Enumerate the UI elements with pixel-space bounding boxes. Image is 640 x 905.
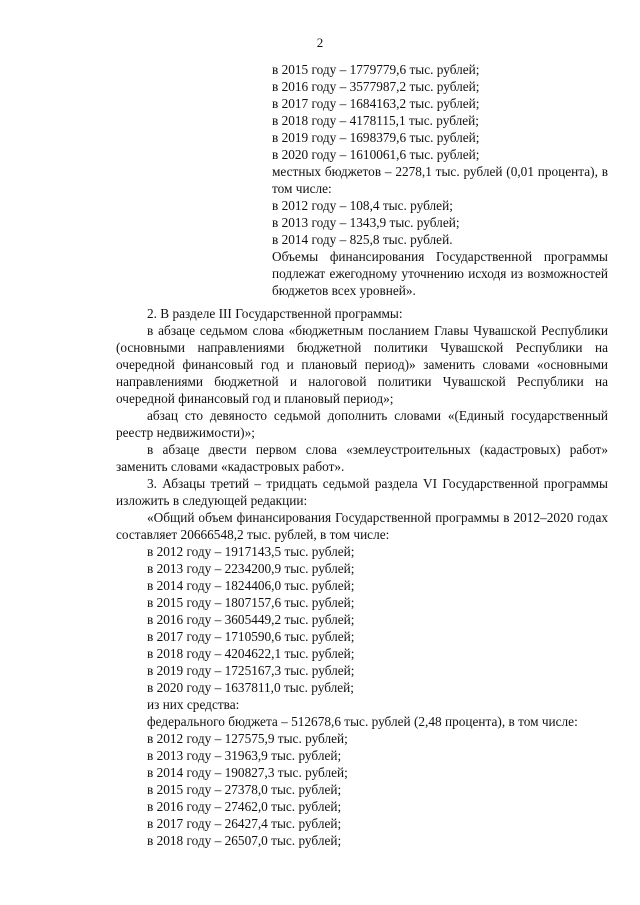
federal-year-line: в 2014 году – 190827,3 тыс. рублей;: [147, 765, 348, 780]
of-them-line: из них средства:: [147, 697, 240, 712]
federal-year-line: в 2012 году – 127575,9 тыс. рублей;: [147, 731, 348, 746]
federal-year-line: в 2015 году – 27378,0 тыс. рублей;: [147, 782, 342, 797]
year-line: в 2014 году – 1824406,0 тыс. рублей;: [147, 578, 355, 593]
year-line: в 2020 году – 1610061,6 тыс. рублей;: [272, 147, 480, 162]
year-line: в 2017 году – 1684163,2 тыс. рублей;: [272, 96, 480, 111]
year-line: в 2019 году – 1698379,6 тыс. рублей;: [272, 130, 480, 145]
year-line: в 2020 году – 1637811,0 тыс. рублей;: [147, 680, 354, 695]
local-year-line: в 2012 году – 108,4 тыс. рублей;: [272, 198, 453, 213]
year-line: в 2013 году – 2234200,9 тыс. рублей;: [147, 561, 355, 576]
section-2-paragraph: абзац сто девяносто седьмой дополнить словами «(Единый государственный реестр недвижимости)»;: [116, 408, 608, 440]
federal-budget-paragraph: федерального бюджета – 512678,6 тыс. рублей (2,48 процента), в том числе:: [147, 714, 578, 729]
federal-year-line: в 2017 году – 26427,4 тыс. рублей;: [147, 816, 342, 831]
local-year-line: в 2013 году – 1343,9 тыс. рублей;: [272, 215, 460, 230]
local-budgets-paragraph: местных бюджетов – 2278,1 тыс. рублей (0,01 процента), в том числе:: [272, 164, 608, 196]
closing-paragraph: Объемы финансирования Государственной программы подлежат ежегодному уточнению исходя из возможностей бюджетов всех уровней».: [272, 249, 608, 298]
year-line: в 2016 году – 3605449,2 тыс. рублей;: [147, 612, 355, 627]
year-line: в 2012 году – 1917143,5 тыс. рублей;: [147, 544, 355, 559]
document-body: [116, 305, 608, 849]
section-3-heading: 3. Абзацы третий – тридцать седьмой раздела VI Государственной программы изложить в следующей редакции:: [116, 476, 608, 508]
total-funding-paragraph: «Общий объем финансирования Государственной программы в 2012–2020 годах составляет 20666548,2 тыс. рублей, в том числе:: [116, 510, 608, 542]
federal-year-line: в 2018 году – 26507,0 тыс. рублей;: [147, 833, 342, 848]
year-line: в 2019 году – 1725167,3 тыс. рублей;: [147, 663, 355, 678]
year-line: в 2018 году – 4178115,1 тыс. рублей;: [272, 113, 479, 128]
local-year-line: в 2014 году – 825,8 тыс. рублей.: [272, 232, 453, 247]
year-line: в 2016 году – 3577987,2 тыс. рублей;: [272, 79, 480, 94]
year-line: в 2015 году – 1807157,6 тыс. рублей;: [147, 595, 355, 610]
page-number: 2: [316, 35, 324, 50]
funding-continuation-block: [272, 61, 608, 299]
section-2-paragraph: в абзаце седьмом слова «бюджетным посланием Главы Чувашской Республики (основными направлениями бюджетной политики Чувашской Республики на очередной финансовый год и плановый период)» заменить словами «основными направлениями бюджетной и налоговой политики Чувашской Республики на очередной финансовый год и плановый период»;: [116, 323, 608, 406]
federal-year-line: в 2016 году – 27462,0 тыс. рублей;: [147, 799, 342, 814]
section-2-paragraph: в абзаце двести первом слова «землеустроительных (кадастровых) работ» заменить словами «кадастровых работ».: [116, 442, 608, 474]
year-line: в 2015 году – 1779779,6 тыс. рублей;: [272, 62, 480, 77]
year-line: в 2018 году – 4204622,1 тыс. рублей;: [147, 646, 355, 661]
federal-year-line: в 2013 году – 31963,9 тыс. рублей;: [147, 748, 342, 763]
year-line: в 2017 году – 1710590,6 тыс. рублей;: [147, 629, 355, 644]
section-2-heading: 2. В разделе III Государственной программы:: [147, 306, 403, 321]
